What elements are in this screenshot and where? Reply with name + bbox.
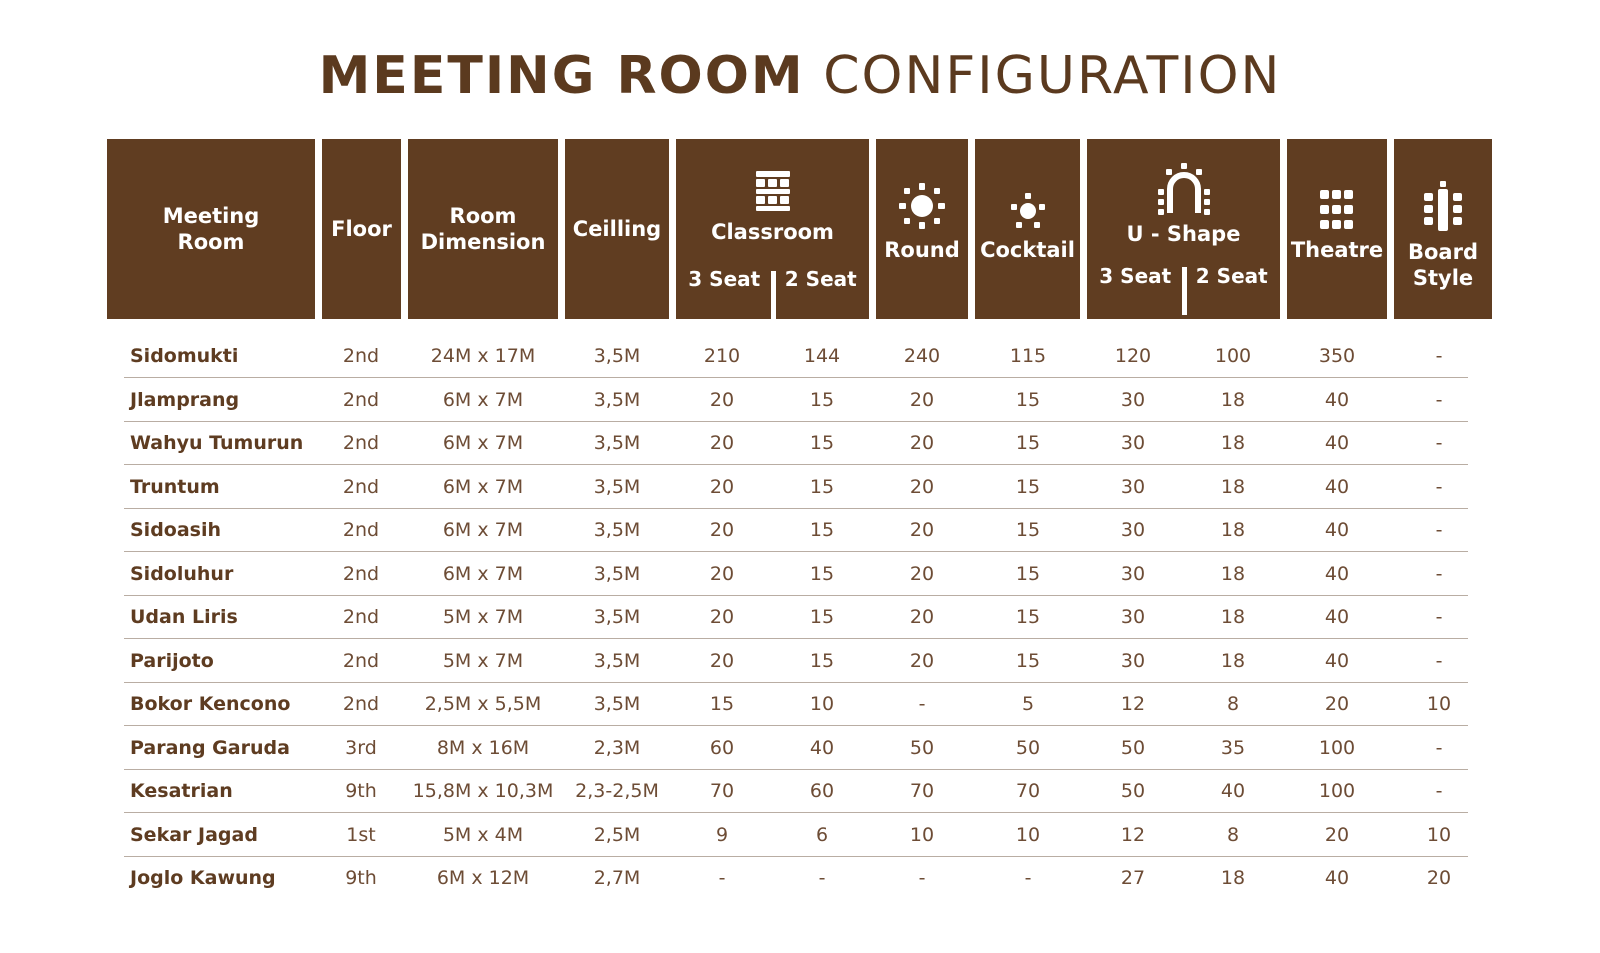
cell-dim: 6M x 12M bbox=[436, 867, 530, 889]
cell-floor: 2nd bbox=[342, 388, 380, 411]
cell-floor: 3rd bbox=[345, 736, 377, 759]
cell-c3: - bbox=[718, 867, 726, 889]
cell-ceil: 2,3M bbox=[593, 736, 641, 759]
header-floor-label: Floor bbox=[331, 217, 392, 241]
cell-name: Sidoluhur bbox=[130, 562, 234, 585]
cell-c2: 15 bbox=[809, 649, 835, 672]
cell-c3: 20 bbox=[709, 606, 735, 628]
table-row bbox=[0, 466, 1600, 509]
header-meeting-room bbox=[107, 139, 315, 319]
cell-ceil: 3,5M bbox=[593, 562, 641, 585]
classroom-3-seat-label: 3 Seat bbox=[688, 267, 761, 291]
cell-board: - bbox=[1435, 388, 1443, 411]
cell-dim: 6M x 7M bbox=[442, 519, 524, 541]
cell-c3: 60 bbox=[709, 736, 735, 759]
cell-board: - bbox=[1435, 649, 1443, 672]
cell-u3: 30 bbox=[1120, 388, 1146, 411]
cell-u2: 18 bbox=[1220, 649, 1246, 672]
cell-u2: 18 bbox=[1220, 388, 1246, 411]
table-row bbox=[0, 422, 1600, 465]
header-classroom-label: Classroom bbox=[711, 220, 834, 244]
cell-theatre: 40 bbox=[1324, 606, 1350, 628]
cell-ceil: 3,5M bbox=[593, 432, 641, 454]
cell-floor: 2nd bbox=[342, 345, 380, 367]
cell-ceil: 3,5M bbox=[593, 388, 641, 411]
cell-theatre: 40 bbox=[1324, 519, 1350, 541]
header-room-dimension bbox=[408, 139, 558, 319]
cell-c2: 15 bbox=[809, 388, 835, 411]
cell-c3: 9 bbox=[715, 823, 729, 846]
cell-cocktail: - bbox=[1024, 867, 1032, 889]
cell-u2: 18 bbox=[1220, 432, 1246, 454]
cell-floor: 2nd bbox=[342, 606, 380, 628]
cell-floor: 2nd bbox=[342, 519, 380, 541]
cell-round: 20 bbox=[909, 649, 935, 672]
cell-u2: 35 bbox=[1220, 736, 1246, 759]
cell-u3: 27 bbox=[1120, 867, 1146, 889]
cell-u3: 12 bbox=[1120, 823, 1146, 846]
cell-dim: 8M x 16M bbox=[436, 736, 530, 759]
table-row bbox=[0, 379, 1600, 422]
table-row bbox=[0, 335, 1600, 378]
header-cocktail-label: Cocktail bbox=[980, 238, 1075, 262]
cell-cocktail: 15 bbox=[1015, 606, 1041, 628]
table-row bbox=[0, 727, 1600, 770]
cell-u2: 40 bbox=[1220, 780, 1246, 802]
classroom-icon bbox=[754, 169, 792, 213]
cell-board: - bbox=[1435, 519, 1443, 541]
cell-u3: 120 bbox=[1114, 345, 1152, 367]
cell-cocktail: 50 bbox=[1015, 736, 1041, 759]
cell-theatre: 40 bbox=[1324, 475, 1350, 498]
cell-dim: 6M x 7M bbox=[442, 388, 524, 411]
cell-floor: 2nd bbox=[342, 693, 380, 715]
table-row bbox=[0, 640, 1600, 683]
cell-board: - bbox=[1435, 606, 1443, 628]
cell-ceil: 3,5M bbox=[593, 345, 641, 367]
table-row bbox=[0, 770, 1600, 813]
cell-board: 20 bbox=[1426, 867, 1452, 889]
header-u-shape-label: U - Shape bbox=[1126, 222, 1241, 246]
cell-u2: 18 bbox=[1220, 519, 1246, 541]
header-cocktail bbox=[975, 139, 1080, 319]
cell-theatre: 40 bbox=[1324, 649, 1350, 672]
cell-round: 20 bbox=[909, 432, 935, 454]
cell-cocktail: 10 bbox=[1015, 823, 1041, 846]
cell-c2: 15 bbox=[809, 432, 835, 454]
cell-u3: 30 bbox=[1120, 562, 1146, 585]
classroom-2-seat-label: 2 Seat bbox=[784, 267, 857, 291]
cell-board: 10 bbox=[1426, 693, 1452, 715]
cell-u2: 8 bbox=[1226, 823, 1240, 846]
cell-round: 20 bbox=[909, 475, 935, 498]
cell-c3: 20 bbox=[709, 519, 735, 541]
cell-round: 70 bbox=[909, 780, 935, 802]
cell-dim: 24M x 17M bbox=[430, 345, 536, 367]
cell-c3: 20 bbox=[709, 649, 735, 672]
cell-name: Sidoasih bbox=[130, 519, 222, 541]
cell-cocktail: 115 bbox=[1009, 345, 1047, 367]
cell-cocktail: 15 bbox=[1015, 519, 1041, 541]
cell-board: - bbox=[1435, 736, 1443, 759]
cell-name: Kesatrian bbox=[130, 780, 233, 802]
u-shape-2-seat-label: 2 Seat bbox=[1195, 264, 1268, 288]
cell-u2: 18 bbox=[1220, 562, 1246, 585]
cell-name: Truntum bbox=[130, 475, 220, 498]
cocktail-icon bbox=[1008, 191, 1048, 231]
cell-dim: 6M x 7M bbox=[442, 432, 524, 454]
cell-floor: 2nd bbox=[342, 432, 380, 454]
cell-theatre: 100 bbox=[1318, 736, 1356, 759]
cell-c3: 20 bbox=[709, 388, 735, 411]
cell-c2: - bbox=[818, 867, 826, 889]
cell-round: 20 bbox=[909, 562, 935, 585]
cell-c3: 210 bbox=[703, 345, 741, 367]
cell-theatre: 40 bbox=[1324, 867, 1350, 889]
cell-dim: 5M x 4M bbox=[442, 823, 524, 846]
header-classroom bbox=[676, 139, 869, 319]
cell-board: - bbox=[1435, 562, 1443, 585]
cell-ceil: 2,3-2,5M bbox=[575, 780, 659, 802]
cell-ceil: 3,5M bbox=[593, 519, 641, 541]
cell-cocktail: 15 bbox=[1015, 432, 1041, 454]
cell-theatre: 40 bbox=[1324, 432, 1350, 454]
table-row bbox=[0, 814, 1600, 857]
cell-name: Bokor Kencono bbox=[130, 693, 291, 715]
cell-c2: 15 bbox=[809, 475, 835, 498]
cell-name: Udan Liris bbox=[130, 606, 238, 628]
cell-round: - bbox=[918, 693, 926, 715]
cell-c2: 6 bbox=[815, 823, 829, 846]
cell-cocktail: 5 bbox=[1021, 693, 1035, 715]
header-ceiling-label: Ceilling bbox=[572, 217, 662, 241]
cell-round: 50 bbox=[909, 736, 935, 759]
cell-name: Jlamprang bbox=[130, 388, 240, 411]
cell-c2: 15 bbox=[809, 519, 835, 541]
u-shape-icon bbox=[1156, 163, 1212, 215]
cell-dim: 5M x 7M bbox=[442, 649, 524, 672]
cell-dim: 2,5M x 5,5M bbox=[424, 693, 542, 715]
cell-c2: 40 bbox=[809, 736, 835, 759]
cell-board: - bbox=[1435, 475, 1443, 498]
cell-u3: 30 bbox=[1120, 649, 1146, 672]
header-u-shape bbox=[1087, 139, 1280, 319]
cell-u3: 30 bbox=[1120, 475, 1146, 498]
cell-floor: 2nd bbox=[342, 475, 380, 498]
header-round bbox=[876, 139, 968, 319]
header-floor bbox=[322, 139, 401, 319]
cell-floor: 2nd bbox=[342, 649, 380, 672]
cell-name: Sidomukti bbox=[130, 345, 239, 367]
cell-u3: 30 bbox=[1120, 606, 1146, 628]
cell-u2: 100 bbox=[1214, 345, 1252, 367]
header-room-dimension-label: Room Dimension bbox=[420, 204, 546, 254]
cell-theatre: 350 bbox=[1318, 345, 1356, 367]
cell-theatre: 20 bbox=[1324, 823, 1350, 846]
cell-dim: 5M x 7M bbox=[442, 606, 524, 628]
cell-round: 20 bbox=[909, 606, 935, 628]
cell-dim: 15,8M x 10,3M bbox=[412, 780, 554, 802]
cell-board: - bbox=[1435, 780, 1443, 802]
cell-name: Sekar Jagad bbox=[130, 823, 258, 846]
cell-ceil: 2,7M bbox=[593, 867, 641, 889]
cell-cocktail: 15 bbox=[1015, 388, 1041, 411]
cell-name: Parijoto bbox=[130, 649, 214, 672]
cell-floor: 2nd bbox=[342, 562, 380, 585]
cell-theatre: 40 bbox=[1324, 562, 1350, 585]
cell-u2: 18 bbox=[1220, 606, 1246, 628]
cell-board: - bbox=[1435, 345, 1443, 367]
cell-cocktail: 15 bbox=[1015, 649, 1041, 672]
cell-ceil: 3,5M bbox=[593, 649, 641, 672]
cell-theatre: 100 bbox=[1318, 780, 1356, 802]
cell-round: 10 bbox=[909, 823, 935, 846]
cell-floor: 1st bbox=[346, 823, 376, 846]
cell-c2: 15 bbox=[809, 606, 835, 628]
cell-name: Parang Garuda bbox=[130, 736, 290, 759]
cell-theatre: 40 bbox=[1324, 388, 1350, 411]
cell-round: 240 bbox=[903, 345, 941, 367]
cell-c3: 70 bbox=[709, 780, 735, 802]
cell-c2: 144 bbox=[803, 345, 841, 367]
table-row bbox=[0, 596, 1600, 639]
header-ceiling bbox=[565, 139, 669, 319]
cell-c2: 15 bbox=[809, 562, 835, 585]
cell-c3: 20 bbox=[709, 432, 735, 454]
cell-u3: 12 bbox=[1120, 693, 1146, 715]
title-bold: MEETING ROOM bbox=[318, 46, 805, 106]
cell-u2: 18 bbox=[1220, 867, 1246, 889]
cell-cocktail: 15 bbox=[1015, 562, 1041, 585]
header-board-style bbox=[1394, 139, 1492, 319]
board-style-icon bbox=[1421, 181, 1465, 233]
cell-u3: 50 bbox=[1120, 780, 1146, 802]
cell-theatre: 20 bbox=[1324, 693, 1350, 715]
cell-ceil: 3,5M bbox=[593, 606, 641, 628]
page-title bbox=[0, 46, 1600, 106]
table-row bbox=[0, 683, 1600, 726]
cell-u3: 30 bbox=[1120, 432, 1146, 454]
table-row bbox=[0, 509, 1600, 552]
cell-ceil: 3,5M bbox=[593, 475, 641, 498]
cell-c2: 10 bbox=[809, 693, 835, 715]
cell-name: Joglo Kawung bbox=[130, 867, 276, 889]
cell-board: 10 bbox=[1426, 823, 1452, 846]
header-theatre bbox=[1287, 139, 1387, 319]
cell-u2: 8 bbox=[1226, 693, 1240, 715]
cell-name: Wahyu Tumurun bbox=[130, 432, 304, 454]
theatre-icon bbox=[1319, 189, 1355, 231]
cell-dim: 6M x 7M bbox=[442, 475, 524, 498]
cell-u3: 30 bbox=[1120, 519, 1146, 541]
table-row bbox=[0, 553, 1600, 596]
header-meeting-room-label: Meeting Room bbox=[162, 204, 260, 254]
u-shape-3-seat-label: 3 Seat bbox=[1099, 264, 1172, 288]
cell-round: - bbox=[918, 867, 926, 889]
cell-ceil: 3,5M bbox=[593, 693, 641, 715]
cell-c3: 15 bbox=[709, 693, 735, 715]
table-row bbox=[0, 857, 1600, 900]
cell-floor: 9th bbox=[345, 780, 377, 802]
cell-round: 20 bbox=[909, 519, 935, 541]
cell-ceil: 2,5M bbox=[593, 823, 641, 846]
title-light: CONFIGURATION bbox=[823, 46, 1282, 106]
cell-c2: 60 bbox=[809, 780, 835, 802]
header-round-label: Round bbox=[884, 238, 960, 262]
cell-c3: 20 bbox=[709, 475, 735, 498]
cell-round: 20 bbox=[909, 388, 935, 411]
header-board-style-label: Board Style bbox=[1408, 240, 1478, 290]
cell-cocktail: 70 bbox=[1015, 780, 1041, 802]
header-theatre-label: Theatre bbox=[1290, 238, 1384, 262]
cell-floor: 9th bbox=[345, 867, 377, 889]
cell-cocktail: 15 bbox=[1015, 475, 1041, 498]
cell-board: - bbox=[1435, 432, 1443, 454]
cell-c3: 20 bbox=[709, 562, 735, 585]
cell-u2: 18 bbox=[1220, 475, 1246, 498]
cell-dim: 6M x 7M bbox=[442, 562, 524, 585]
round-table-icon bbox=[897, 181, 947, 231]
cell-u3: 50 bbox=[1120, 736, 1146, 759]
